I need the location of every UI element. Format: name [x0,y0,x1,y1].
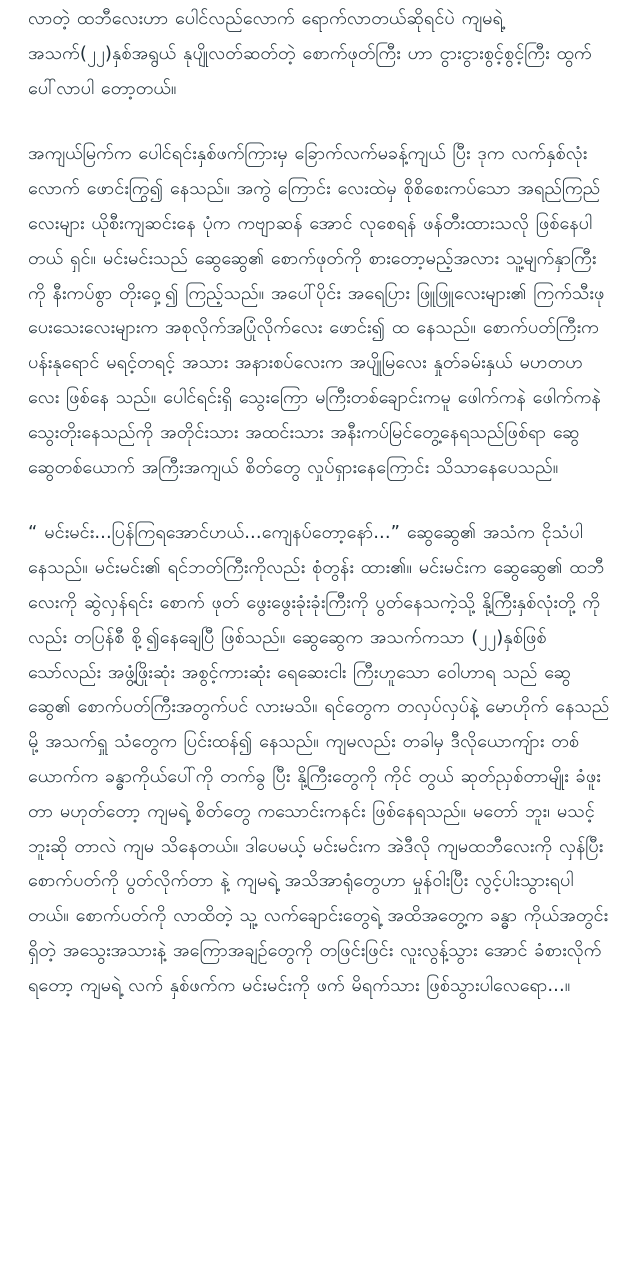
paragraph-2: အကျယ်မြက်က ပေါင်ရင်းနှစ်ဖက်ကြားမှ ခြောက်လက်မခန့်ကျယ် ပြီး ဒုက လက်နှစ်လုံးလောက် ဖောင်းကြွ၍ နေသည်။ အကွဲ ကြောင်း လေးထဲမှ စိုစိစေးကပ်သော အရည်ကြည်လေးများ ယိုစီးကျဆင်းနေ ပုံက ကဗျာဆန် အောင် လုစေရန် ဖန်တီးထားသလို ဖြစ်နေပါတယ် ရှင်။ မင်းမင်းသည် ဆွေဆွေ၏ စောက်ဖုတ်ကို စားတော့မည့်အလား သူ့မျက်နှာကြီးကို နီးကပ်စွာ တိုးဝှေ့၍ ကြည့်သည်။ အပေါ်ပိုင်း အရေပြား ဖြူဖြူလေးများ၏ ကြက်သီးဖုပေးသေးလေးများက အစုလိုက်အပြုံလိုက်လေး ဖောင်း၍ ထ နေသည်။ စောက်ပတ်ကြီးက ပန်းနုရောင် မရင့်တရင့် အသား အနားစပ်လေးက အပျိုမြလေး နှုတ်ခမ်းနှယ် မဟတဟလေး ဖြစ်နေ သည်။ ပေါင်ရင်းရှိ သွေးကြော မကြီးတစ်ချောင်းကမူ ဖေါက်ကနဲ ဖေါက်ကနဲ သွေးတိုးနေသည်ကို အတိုင်းသား အထင်းသား အနီးကပ်မြင်တွေ့နေရသည်ဖြစ်ရာ ဆွေ ဆွေတစ်ယောက် အကြီးအကျယ် စိတ်တွေ လှုပ်ရှားနေကြောင်း သိသာနေပေသည်။ [28,143,605,478]
paragraph-1: လာတဲ့ ထဘီလေးဟာ ပေါင်လည်လောက် ရောက်လာတယ်ဆိုရင်ပဲ ကျမရဲ့ အသက်(၂၂)နှစ်အရွယ် နုပျိုလတ်ဆတ်တဲ့ စောက်ဖုတ်ကြီး ဟာ ငွားငွားစွင့်စွင့်ကြီး ထွက်ပေါ်လာပါ တော့တယ်။ [28,8,592,99]
paragraph-3: “ မင်းမင်း...ပြန်ကြရအောင်ဟယ်...ကျေနပ်တော့နော်...” ဆွေဆွေ၏ အသံက ငိုသံပါနေသည်။ မင်းမင်း၏ ရင်ဘတ်ကြီးကိုလည်း စုံတွန်း ထား၏။ မင်းမင်းက ဆွေဆွေ၏ ထဘီလေးကို ဆွဲလှန်ရင်း စောက် ဖုတ် ဖွေးဖွေးခုံးခုံးကြီးကို ပွတ်နေသကဲ့သို့ နို့ကြီးနှစ်လုံးတို့ ကိုလည်း တပြန်စီ စို့၍နေချေပြီ ဖြစ်သည်။ ဆွေဆွေက အသက်ကသာ (၂၂)နှစ်ဖြစ်သော်လည်း အဖွံ့ဖြိုးဆုံး အစွင့်ကားဆုံး ရေဆေးငါး ကြီးဟူသော ဝေါဟာရ သည် ဆွေဆွေ၏ စောက်ပတ်ကြီးအတွက်ပင် လားမသိ။ ရင်တွေက တလှပ်လှပ်နဲ့ မောဟိုက် နေသည်မို့ အသက်ရှူ သံတွေက ပြင်းထန်၍ နေသည်။ ကျမလည်း တခါမှ ဒီလိုယောကျ်ား တစ်ယောက်က ခန္ဓာကိုယ်ပေါ်ကို တက်ခွ ပြီး နို့ကြီးတွေကို ကိုင် တွယ် ဆုတ်ညှစ်တာမျိုး ခံဖူးတာ မဟုတ်တော့ ကျမရဲ့ စိတ်တွေ ကသောင်းကနင်း ဖြစ်နေရသည်။ မတော် ဘူး၊ မသင့်ဘူးဆို တာလဲ ကျမ သိနေတယ်။ ဒါပေမယ့် မင်းမင်းက အဲဒီလို ကျမထဘီလေးကို လှန်ပြီး စောက်ပတ်ကို ပွတ်လိုက်တာ နဲ့ ကျမရဲ့ အသိအာရုံတွေဟာ မှုန်ဝါးပြီး လွင့်ပါးသွားရပါတယ်။ စောက်ပတ်ကို လာထိတဲ့ သူ့ လက်ချောင်းတွေရဲ့ အထိအတွေ့က ခန္ဓာ ကိုယ်အတွင်းရှိတဲ့ အသွေးအသားနဲ့ အကြောအချဉ်တွေကို တဖြင်းဖြင်း လူးလွန့်သွား အောင် ခံစားလိုက်ရတော့ ကျမရဲ့ လက် နှစ်ဖက်က မင်းမင်းကို ဖက် မိရက်သား ဖြစ်သွားပါလေရော...။ [28,522,610,996]
